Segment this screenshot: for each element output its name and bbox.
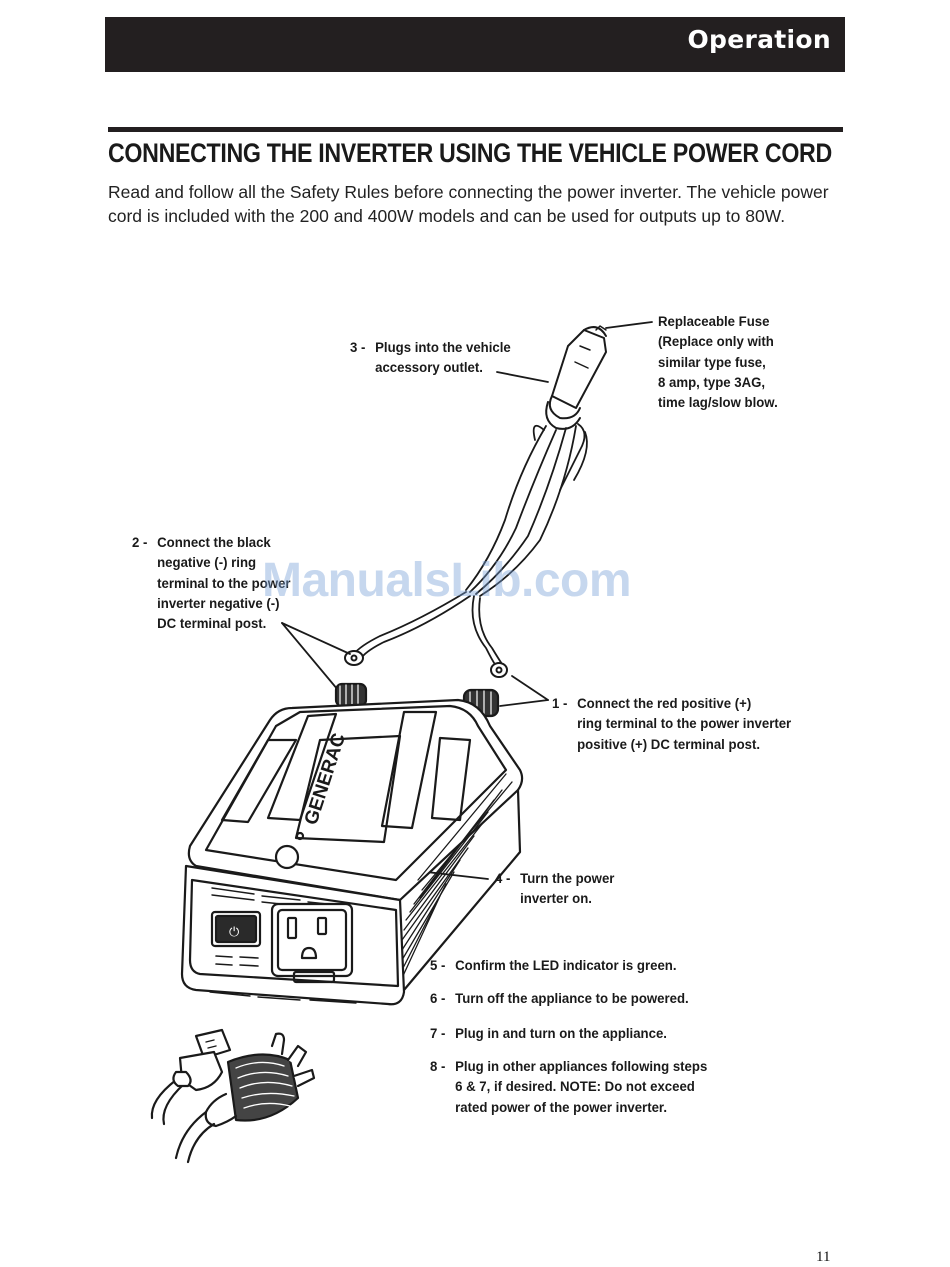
step-line: Turn the power: [520, 871, 615, 887]
vehicle-plug: [546, 326, 606, 429]
step-number: 5 -: [430, 958, 446, 974]
power-cord: [354, 424, 587, 666]
power-symbol-icon: ⏻: [229, 925, 240, 940]
usb-cable-and-ac-plug: [152, 1030, 314, 1162]
step-line: Connect the red positive (+): [577, 696, 752, 712]
step-line: Plug in and turn on the appliance.: [455, 1026, 667, 1042]
fuse-callout-line: (Replace only with: [658, 334, 774, 351]
step-number: 8 -: [430, 1059, 446, 1075]
step-line: ring terminal to the power inverter: [577, 716, 792, 733]
step-line: accessory outlet.: [375, 360, 483, 377]
step-6-callout: [430, 989, 689, 1009]
step-line: inverter negative (-): [157, 595, 280, 612]
step-line: Connect the black: [157, 535, 271, 551]
fuse-callout: [658, 312, 778, 413]
power-button: [276, 846, 298, 868]
step-7-callout: [430, 1024, 667, 1044]
ac-outlet: [272, 904, 352, 982]
step-number: 6 -: [430, 991, 446, 1007]
step-line: positive (+) DC terminal post.: [577, 736, 761, 753]
step-line: negative (-) ring: [157, 555, 257, 572]
section-title: Operation: [687, 25, 831, 54]
step-line: Confirm the LED indicator is green.: [455, 958, 677, 974]
step-line: Plug in other appliances following steps: [455, 1059, 708, 1075]
ring-terminals: [345, 651, 507, 677]
step-number: 3 -: [350, 340, 366, 356]
fuse-callout-line: 8 amp, type 3AG,: [658, 374, 766, 391]
step-4-callout: [495, 869, 614, 910]
step-line: rated power of the power inverter.: [455, 1099, 668, 1116]
step-1-callout: [552, 694, 791, 755]
step-number: 2 -: [132, 535, 148, 551]
step-line: terminal to the power: [157, 575, 291, 592]
page-heading: CONNECTING THE INVERTER USING THE VEHICLE POWER CORD: [108, 138, 832, 168]
step-line: inverter on.: [520, 891, 592, 908]
step-line: 6 & 7, if desired. NOTE: Do not exceed: [455, 1079, 695, 1096]
fuse-callout-line: similar type fuse,: [658, 354, 766, 371]
page-number: 11: [816, 1249, 831, 1265]
step-8-callout: [430, 1057, 707, 1118]
step-line: DC terminal post.: [157, 616, 267, 633]
step-number: 1 -: [552, 696, 568, 712]
watermark: ManualsLib.com: [262, 554, 632, 607]
step-number: 7 -: [430, 1026, 446, 1042]
step-5-callout: [430, 956, 677, 976]
fuse-callout-line: Replaceable Fuse: [658, 314, 770, 330]
step-line: Turn off the appliance to be powered.: [455, 991, 689, 1007]
step-line: Plugs into the vehicle: [375, 340, 511, 356]
step-3-callout: [350, 338, 511, 379]
step-number: 4 -: [495, 871, 511, 887]
fuse-callout-line: time lag/slow blow.: [658, 395, 778, 412]
inverter-brand-label: GENERAC: [300, 730, 351, 828]
intro-paragraph: Read and follow all the Safety Rules before connecting the power inverter. The vehicle power cord is included with the 200 and 400W models and can be used for outputs up to 80W.: [108, 182, 829, 226]
